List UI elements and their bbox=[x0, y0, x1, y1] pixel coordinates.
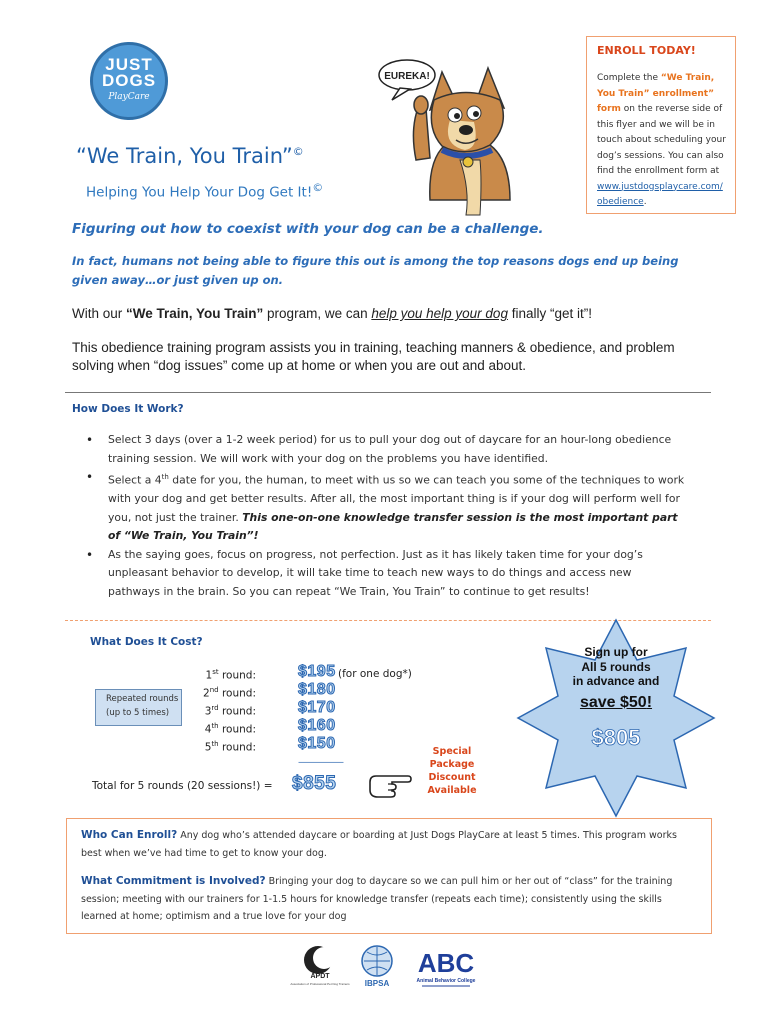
svg-text:IBPSA: IBPSA bbox=[364, 979, 390, 988]
list-item: • As the saying goes, focus on progress, not perfection. Just as it has likely taken time for your dog’s unpleasant behavior to develop, it will take time to teach new ways to do things and access new pathways in the brain. So you can repeat “We Train, You Train” to continue to get results! bbox=[86, 546, 686, 602]
svg-text:Association of Professional Pe: Association of Professional Pet Dog Trainers bbox=[290, 982, 350, 986]
for-one-dog-note: (for one dog*) bbox=[338, 668, 412, 680]
package-price: $805 bbox=[591, 725, 641, 750]
svg-text:ABC: ABC bbox=[417, 948, 475, 978]
ibpsa-logo bbox=[356, 944, 398, 990]
round-price: $170 bbox=[298, 699, 336, 716]
total-label: Total for 5 rounds (20 sessions!) = bbox=[92, 780, 273, 792]
round-label: 4th round: bbox=[204, 722, 256, 736]
intro-italic-paragraph: In fact, humans not being able to figure this out is among the top reasons dogs end up being given away…or just given up on. bbox=[72, 254, 679, 287]
enroll-today-box bbox=[586, 36, 736, 214]
cartoon-dog-illustration bbox=[370, 50, 530, 220]
program-description: This obedience training program assists you in training, teaching manners & obedience, and problem solving when “dog issues” come up at home or when you are out and about. bbox=[72, 340, 675, 373]
page-subtitle: Helping You Help Your Dog Get It!© bbox=[86, 181, 324, 201]
list-item: • Select a 4th date for you, the human, to meet with us so we can teach you some of the techniques to work with your dog and get better results. After all, the most important thing is if your dog will perform well for you, not just the trainer. This one-on-one knowledge transfer session is the most important part of “We Train, You Train”! bbox=[86, 468, 686, 546]
how-it-works-list bbox=[86, 431, 686, 601]
speech-bubble-text: EUREKA! bbox=[384, 71, 430, 82]
page-title: “We Train, You Train”© bbox=[76, 144, 304, 168]
section-divider bbox=[65, 392, 711, 393]
apdt-logo bbox=[290, 944, 354, 988]
round-label: 3rd round: bbox=[204, 704, 256, 718]
repeated-rounds-note: Repeated rounds (up to 5 times) bbox=[95, 689, 182, 726]
abc-logo bbox=[416, 944, 476, 990]
round-price: $195 bbox=[298, 663, 336, 680]
how-does-it-work-heading: How Does It Work? bbox=[72, 403, 184, 415]
svg-text:APDT: APDT bbox=[310, 973, 330, 980]
round-label: 5th round: bbox=[204, 740, 256, 754]
enroll-text: Complete the “We Train, You Train” enrollment” form on the reverse side of this flyer and we will be in touch about scheduling your dog’s sessions. You can also find the enrollment form at www.justdogsplaycare.com/ obedience. bbox=[597, 73, 726, 207]
commitment-involved: What Commitment is Involved? Bringing your dog to daycare so we can pull him or her out of “class” for the training session; meeting with our trainers for 1-1.5 hours for knowledge transfer (repeats each time); consistently using the skills learned at home; optimism and a true love for your dog bbox=[81, 875, 673, 922]
who-can-enroll: Who Can Enroll? Any dog who’s attended daycare or boarding at Just Dogs PlayCare at least 5 times. This program works best when we’ve had time to get to know your dog. bbox=[81, 829, 677, 859]
what-does-it-cost-heading: What Does It Cost? bbox=[90, 636, 203, 648]
list-item: • Select 3 days (over a 1-2 week period) for us to pull your dog out of daycare for an hour-long obedience training session. We will work with your dog on the problems you have identified. bbox=[86, 431, 686, 468]
svg-text:Animal Behavior College: Animal Behavior College bbox=[416, 978, 476, 984]
faq-box bbox=[66, 818, 712, 934]
round-price: $160 bbox=[298, 717, 336, 734]
total-price: $855 bbox=[292, 773, 337, 794]
round-price: $150 bbox=[298, 735, 336, 752]
program-statement: With our “We Train, You Train” program, we can help you help your dog finally “get it”! bbox=[72, 306, 592, 321]
intro-heading: Figuring out how to coexist with your dog can be a challenge. bbox=[72, 221, 544, 237]
pointing-hand-icon bbox=[368, 770, 412, 800]
logo-wordmark: JUST DOGS bbox=[101, 55, 157, 90]
round-label: 1st round: bbox=[205, 668, 256, 682]
special-discount-note: Special Package Discount Available bbox=[427, 746, 477, 796]
enrollment-form-name: “We Train, You Train” enrollment” form bbox=[597, 73, 715, 114]
sum-line: ————— bbox=[298, 757, 343, 768]
round-price: $180 bbox=[298, 681, 336, 698]
enrollment-form-link[interactable]: www.justdogsplaycare.com/ obedience bbox=[597, 181, 723, 207]
starburst-offer-text: Sign up for All 5 rounds in advance and save $50! bbox=[538, 645, 694, 712]
logo-tagline: PlayCare bbox=[108, 92, 150, 102]
save-amount: save $50! bbox=[579, 693, 653, 711]
round-label: 2nd round: bbox=[203, 686, 256, 700]
just-dogs-logo bbox=[90, 42, 168, 120]
enroll-title: ENROLL TODAY! bbox=[597, 44, 696, 57]
